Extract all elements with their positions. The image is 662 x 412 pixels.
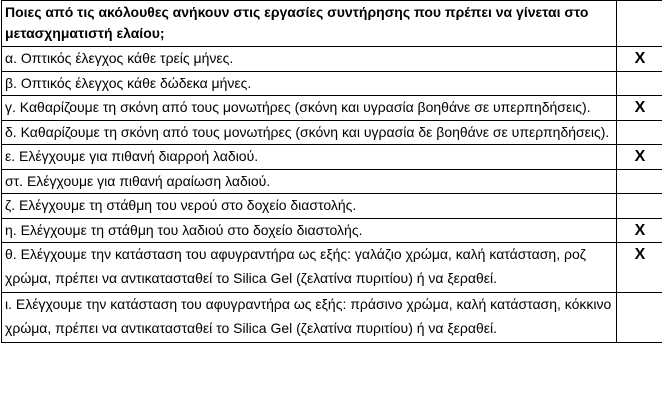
option-b-text: β. Οπτικός έλεγχος κάθε δώδεκα μήνες. <box>2 71 617 96</box>
option-z-text: ζ. Ελέγχουμε τη στάθμη του νερού στο δοχείο διαστολής. <box>2 194 617 219</box>
table-row <box>2 293 662 343</box>
option-th-mark: X <box>617 243 662 293</box>
table-row <box>2 71 662 96</box>
option-b-mark <box>617 71 662 96</box>
option-h-text: η. Ελέγχουμε τη στάθμη του λαδιού στο δοχείο διαστολής. <box>2 218 617 243</box>
option-a-mark: X <box>617 47 662 72</box>
option-d-text: δ. Καθαρίζουμε τη σκόνη από τους μονωτήρες (σκόνη και υγρασία δε βοηθάνε σε υπερπηδήσεις). <box>2 120 617 145</box>
option-e-text: ε. Ελέγχουμε για πιθανή διαρροή λαδιού. <box>2 145 617 170</box>
option-z-mark <box>617 194 662 219</box>
header-mark-cell <box>617 1 662 47</box>
option-h-mark: X <box>617 218 662 243</box>
question-header-row <box>2 1 662 47</box>
option-c-text: γ. Καθαρίζουμε τη σκόνη από τους μονωτήρες (σκόνη και υγρασία βοηθάνε σε υπερπηδήσεις). <box>2 96 617 121</box>
option-d-mark <box>617 120 662 145</box>
option-e-mark: X <box>617 145 662 170</box>
question-table <box>1 0 662 343</box>
option-i-text: ι. Ελέγχουμε την κατάσταση του αφυγραντήρα ως εξής: πράσινο χρώμα, καλή κατάσταση, κόκκινο χρώμα, πρέπει να αντικατασταθεί το Silica Gel (ζελατίνα πυριτίου) ή να ξεραθεί. <box>2 293 617 343</box>
table-row <box>2 120 662 145</box>
question-text: Ποιες από τις ακόλουθες ανήκουν στις εργασίες συντήρησης που πρέπει να γίνεται στο μετασχηματιστή ελαίου; <box>2 1 617 47</box>
table-row <box>2 47 662 72</box>
table-row <box>2 243 662 293</box>
table-row <box>2 169 662 194</box>
option-st-text: στ. Ελέγχουμε για πιθανή αραίωση λαδιού. <box>2 169 617 194</box>
option-st-mark <box>617 169 662 194</box>
option-th-text: θ. Ελέγχουμε την κατάσταση του αφυγραντήρα ως εξής: γαλάζιο χρώμα, καλή κατάσταση, ροζ χρώμα, πρέπει να αντικατασταθεί το Silica Gel (ζελατίνα πυριτίου) ή να ξεραθεί. <box>2 243 617 293</box>
option-a-text: α. Οπτικός έλεγχος κάθε τρείς μήνες. <box>2 47 617 72</box>
option-i-mark <box>617 293 662 343</box>
table-row <box>2 96 662 121</box>
table-row <box>2 145 662 170</box>
table-row <box>2 218 662 243</box>
option-c-mark: X <box>617 96 662 121</box>
table-row <box>2 194 662 219</box>
